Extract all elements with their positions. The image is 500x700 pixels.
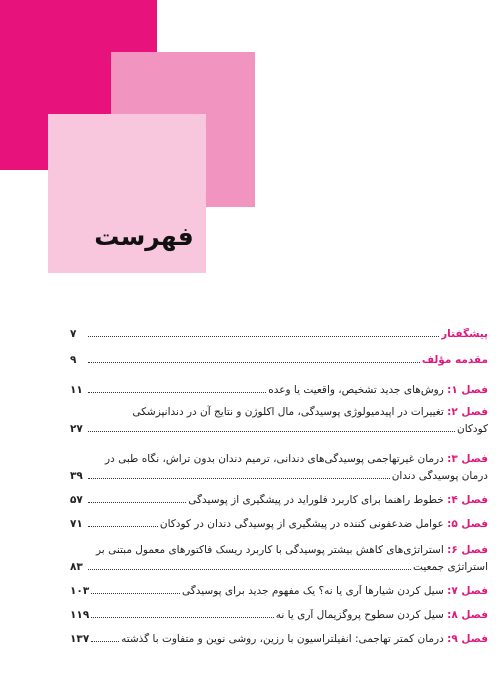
dot-leader xyxy=(91,617,274,618)
toc-entry-first-line xyxy=(70,402,488,423)
toc-entry-text: سیل کردن سطوح پروگزیمال آری یا نه xyxy=(275,609,444,621)
toc-entry-chapter-7[interactable] xyxy=(70,585,488,597)
toc-entry-chapter-6[interactable] xyxy=(70,540,488,573)
dot-leader xyxy=(91,641,119,642)
toc-entry-text: روش‌های جدید تشخیص، واقعیت یا وعده xyxy=(268,384,444,396)
dot-leader xyxy=(88,392,266,393)
chapter-label: فصل ۱: xyxy=(447,384,488,396)
toc-entry-text: استراتژی‌های کاهش بیشتر پوسیدگی با کاربرد ریسک فاکتورهای معمول مبتنی بر xyxy=(96,544,444,556)
dot-leader xyxy=(88,569,411,570)
toc-page-number: ۱۱ xyxy=(70,384,83,396)
toc-entry-text: درمان غیرتهاجمی پوسیدگی‌های دندانی، ترمیم دندان بدون تراش، نگاه طبی در xyxy=(105,453,444,465)
toc-page-number: ۵۷ xyxy=(70,494,83,506)
chapter-label: فصل ۹: xyxy=(447,633,488,645)
dot-leader xyxy=(88,431,455,432)
toc-entry-text: پیشگفتار xyxy=(441,328,488,340)
toc-page-number: ۸۳ xyxy=(70,561,83,573)
toc-entry-second-line xyxy=(70,423,488,435)
toc-entry-chapter-9[interactable] xyxy=(70,633,488,645)
toc-entry-text: تغییرات در اپیدمیولوژی پوسیدگی، مال اکلوژن و نتایج آن در دندانپزشکی xyxy=(132,406,444,418)
chapter-label: فصل ۵: xyxy=(447,518,488,530)
toc-entry-text: عوامل ضدعفونی کننده در پیشگیری از پوسیدگی دندان در کودکان xyxy=(159,518,444,530)
toc-entry-author-intro[interactable] xyxy=(70,354,488,366)
toc-entry-text-continued: درمان پوسیدگی دندان xyxy=(391,470,488,482)
toc-entry-text: سیل کردن شیارها آری یا نه؟ یک مفهوم جدید برای پوسیدگی xyxy=(181,585,444,597)
chapter-label: فصل ۶: xyxy=(447,544,488,556)
chapter-label: فصل ۴: xyxy=(447,494,488,506)
table-of-contents xyxy=(70,328,488,645)
chapter-label: فصل ۲: xyxy=(447,406,488,418)
toc-entry-first-line xyxy=(70,540,488,561)
dot-leader xyxy=(88,362,420,363)
dot-leader xyxy=(88,502,186,503)
dot-leader xyxy=(88,478,390,479)
toc-entry-second-line xyxy=(70,470,488,482)
toc-page-number: ۳۹ xyxy=(70,470,83,482)
toc-entry-chapter-3[interactable] xyxy=(70,449,488,482)
toc-page-number: ۷ xyxy=(70,328,77,340)
toc-page-number: ۹ xyxy=(70,354,77,366)
chapter-label: فصل ۳: xyxy=(447,453,488,465)
toc-entry-chapter-2[interactable] xyxy=(70,402,488,435)
chapter-label: فصل ۷: xyxy=(447,585,488,597)
toc-entry-text: مقدمه مؤلف xyxy=(421,354,488,366)
dot-leader xyxy=(88,526,158,527)
toc-entry-text: خطوط راهنما برای کاربرد فلوراید در پیشگیری از پوسیدگی xyxy=(188,494,444,506)
toc-entry-chapter-1[interactable] xyxy=(70,384,488,396)
toc-entry-text-continued: کودکان xyxy=(456,423,488,435)
toc-entry-first-line xyxy=(70,449,488,470)
toc-entry-second-line xyxy=(70,561,488,573)
toc-entry-chapter-5[interactable] xyxy=(70,518,488,530)
dot-leader xyxy=(88,336,439,337)
chapter-label: فصل ۸: xyxy=(447,609,488,621)
toc-page-number: ۱۱۹ xyxy=(70,609,90,621)
toc-page-number: ۱۳۷ xyxy=(70,633,90,645)
dot-leader xyxy=(91,593,180,594)
toc-entry-text-continued: استراتژی جمعیت xyxy=(413,561,488,573)
page-title: فهرست xyxy=(94,222,194,251)
toc-entry-text: درمان کمتر تهاجمی: انفیلتراسیون با رزین، روشی نوین و متفاوت با گذشته xyxy=(121,633,444,645)
toc-entry-chapter-8[interactable] xyxy=(70,609,488,621)
toc-entry-preface[interactable] xyxy=(70,328,488,340)
toc-page-number: ۷۱ xyxy=(70,518,83,530)
toc-page-number: ۱۰۳ xyxy=(70,585,90,597)
toc-page-number: ۲۷ xyxy=(70,423,83,435)
toc-entry-chapter-4[interactable] xyxy=(70,494,488,506)
